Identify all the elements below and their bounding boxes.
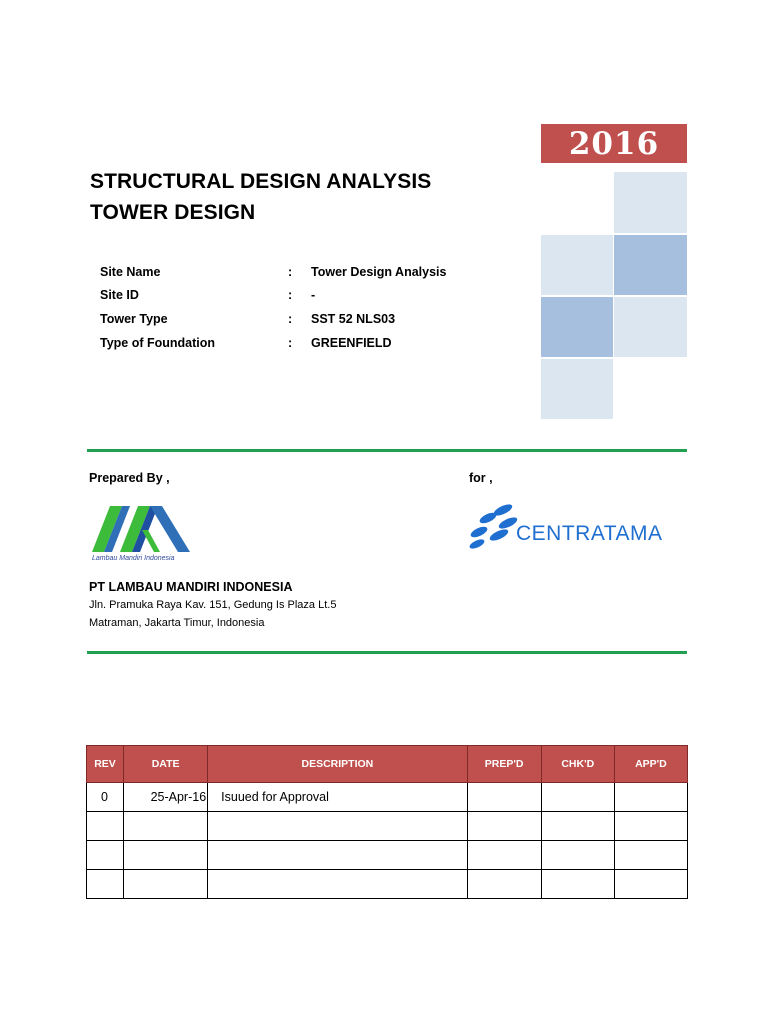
cell-appd bbox=[614, 870, 687, 899]
centratama-text: CENTRATAMA bbox=[516, 522, 663, 545]
cell-rev bbox=[87, 812, 124, 841]
lambau-caption: Lambau Mandiri Indonesia bbox=[92, 555, 175, 562]
cell-rev: 0 bbox=[87, 783, 124, 812]
cell-rev bbox=[87, 870, 124, 899]
info-value: GREENFIELD bbox=[311, 336, 392, 350]
info-value: Tower Design Analysis bbox=[311, 265, 447, 279]
table-row bbox=[87, 841, 688, 870]
centratama-logo-icon bbox=[466, 502, 681, 552]
info-sep: : bbox=[288, 312, 293, 326]
info-value: SST 52 NLS03 bbox=[311, 312, 396, 326]
revision-table bbox=[86, 745, 688, 899]
cell-appd bbox=[614, 812, 687, 841]
cell-description bbox=[208, 812, 467, 841]
header-prepd: PREP'D bbox=[467, 746, 541, 783]
for-label: for , bbox=[469, 471, 493, 485]
table-header-row bbox=[87, 746, 688, 783]
cell-chkd bbox=[541, 812, 614, 841]
section-divider bbox=[87, 651, 687, 654]
cell-date bbox=[124, 841, 208, 870]
cell-description: Isuued for Approval bbox=[208, 783, 467, 812]
info-label: Tower Type bbox=[100, 312, 168, 326]
company-name: PT LAMBAU MANDIRI INDONESIA bbox=[89, 580, 293, 594]
table-row bbox=[87, 812, 688, 841]
info-sep: : bbox=[288, 265, 293, 279]
info-sep: : bbox=[288, 288, 293, 302]
info-label: Site ID bbox=[100, 288, 139, 302]
tile bbox=[614, 235, 687, 295]
tile bbox=[541, 359, 613, 419]
section-divider bbox=[87, 449, 687, 452]
tile bbox=[541, 235, 613, 295]
cell-date bbox=[124, 812, 208, 841]
cell-description bbox=[208, 841, 467, 870]
title-line-2: TOWER DESIGN bbox=[90, 201, 256, 224]
table-row bbox=[87, 783, 688, 812]
info-label: Type of Foundation bbox=[100, 336, 216, 350]
title-line-1: STRUCTURAL DESIGN ANALYSIS bbox=[90, 170, 432, 193]
header-chkd: CHK'D bbox=[541, 746, 614, 783]
info-label: Site Name bbox=[100, 265, 161, 279]
lambau-logo-icon bbox=[90, 500, 195, 562]
cell-appd bbox=[614, 841, 687, 870]
tile bbox=[614, 172, 687, 233]
header-appd: APP'D bbox=[614, 746, 687, 783]
cell-prepd bbox=[467, 812, 541, 841]
prepared-by-label: Prepared By , bbox=[89, 471, 170, 485]
lambau-logo bbox=[90, 500, 195, 562]
tile bbox=[541, 297, 613, 357]
year-banner: 2016 bbox=[541, 124, 687, 163]
cell-prepd bbox=[467, 841, 541, 870]
centratama-logo bbox=[466, 502, 681, 552]
company-address-2: Matraman, Jakarta Timur, Indonesia bbox=[89, 617, 265, 629]
info-sep: : bbox=[288, 336, 293, 350]
cell-prepd bbox=[467, 870, 541, 899]
cell-date: 25-Apr-16 bbox=[124, 783, 208, 812]
header-rev: REV bbox=[87, 746, 124, 783]
cell-date bbox=[124, 870, 208, 899]
info-value: - bbox=[311, 288, 316, 302]
cell-prepd bbox=[467, 783, 541, 812]
header-date: DATE bbox=[124, 746, 208, 783]
company-address-1: Jln. Pramuka Raya Kav. 151, Gedung Is Plaza Lt.5 bbox=[89, 599, 337, 611]
cell-description bbox=[208, 870, 467, 899]
table-row bbox=[87, 870, 688, 899]
header-description: DESCRIPTION bbox=[208, 746, 467, 783]
cell-appd bbox=[614, 783, 687, 812]
cell-chkd bbox=[541, 841, 614, 870]
cell-chkd bbox=[541, 870, 614, 899]
cell-chkd bbox=[541, 783, 614, 812]
cell-rev bbox=[87, 841, 124, 870]
tile bbox=[614, 297, 687, 357]
document-title bbox=[90, 166, 431, 228]
